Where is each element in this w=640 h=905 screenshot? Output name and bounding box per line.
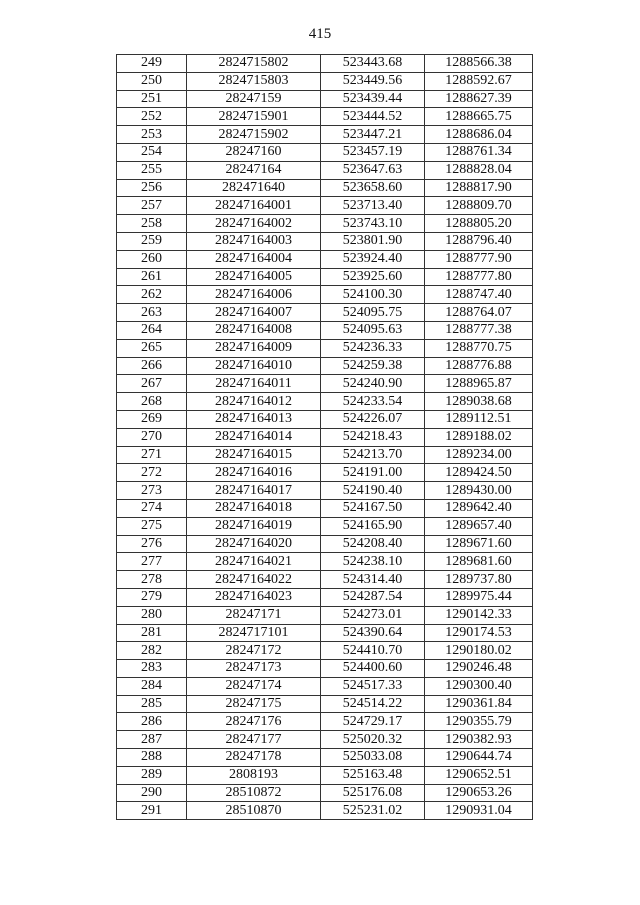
table-row <box>117 250 533 268</box>
x-coordinate-cell: 524208.40 <box>321 535 425 553</box>
x-coordinate-cell: 524410.70 <box>321 642 425 660</box>
table-row <box>117 72 533 90</box>
row-index-cell: 257 <box>117 197 187 215</box>
row-index-cell: 269 <box>117 410 187 428</box>
x-coordinate-cell: 523658.60 <box>321 179 425 197</box>
table-row <box>117 677 533 695</box>
row-index-cell: 260 <box>117 250 187 268</box>
point-id-cell: 28247164016 <box>187 464 321 482</box>
y-coordinate-cell: 1289681.60 <box>425 553 533 571</box>
point-id-cell: 28247172 <box>187 642 321 660</box>
row-index-cell: 261 <box>117 268 187 286</box>
row-index-cell: 266 <box>117 357 187 375</box>
point-id-cell: 28247164018 <box>187 499 321 517</box>
point-id-cell: 28247177 <box>187 731 321 749</box>
x-coordinate-cell: 523444.52 <box>321 108 425 126</box>
y-coordinate-cell: 1289188.02 <box>425 428 533 446</box>
x-coordinate-cell: 524213.70 <box>321 446 425 464</box>
point-id-cell: 28247174 <box>187 677 321 695</box>
y-coordinate-cell: 1288777.38 <box>425 321 533 339</box>
y-coordinate-cell: 1290355.79 <box>425 713 533 731</box>
table-row <box>117 588 533 606</box>
y-coordinate-cell: 1288817.90 <box>425 179 533 197</box>
x-coordinate-cell: 524191.00 <box>321 464 425 482</box>
row-index-cell: 271 <box>117 446 187 464</box>
y-coordinate-cell: 1289424.50 <box>425 464 533 482</box>
y-coordinate-cell: 1289642.40 <box>425 499 533 517</box>
table-row <box>117 143 533 161</box>
table-row <box>117 197 533 215</box>
y-coordinate-cell: 1288747.40 <box>425 286 533 304</box>
y-coordinate-cell: 1288805.20 <box>425 215 533 233</box>
y-coordinate-cell: 1289038.68 <box>425 393 533 411</box>
y-coordinate-cell: 1289671.60 <box>425 535 533 553</box>
point-id-cell: 28247164 <box>187 161 321 179</box>
x-coordinate-cell: 523449.56 <box>321 72 425 90</box>
y-coordinate-cell: 1288809.70 <box>425 197 533 215</box>
y-coordinate-cell: 1288686.04 <box>425 126 533 144</box>
x-coordinate-cell: 524165.90 <box>321 517 425 535</box>
table-row <box>117 766 533 784</box>
table-row <box>117 713 533 731</box>
point-id-cell: 28247175 <box>187 695 321 713</box>
table-row <box>117 55 533 73</box>
x-coordinate-cell: 524218.43 <box>321 428 425 446</box>
y-coordinate-cell: 1288627.39 <box>425 90 533 108</box>
point-id-cell: 28247164014 <box>187 428 321 446</box>
y-coordinate-cell: 1288665.75 <box>425 108 533 126</box>
x-coordinate-cell: 524240.90 <box>321 375 425 393</box>
x-coordinate-cell: 524400.60 <box>321 660 425 678</box>
row-index-cell: 249 <box>117 55 187 73</box>
row-index-cell: 285 <box>117 695 187 713</box>
y-coordinate-cell: 1290180.02 <box>425 642 533 660</box>
table-row <box>117 357 533 375</box>
table-row <box>117 321 533 339</box>
table-row <box>117 215 533 233</box>
x-coordinate-cell: 525163.48 <box>321 766 425 784</box>
y-coordinate-cell: 1288828.04 <box>425 161 533 179</box>
point-id-cell: 28247164006 <box>187 286 321 304</box>
table-row <box>117 749 533 767</box>
point-id-cell: 28247164010 <box>187 357 321 375</box>
point-id-cell: 2824715902 <box>187 126 321 144</box>
y-coordinate-cell: 1288965.87 <box>425 375 533 393</box>
x-coordinate-cell: 524287.54 <box>321 588 425 606</box>
row-index-cell: 268 <box>117 393 187 411</box>
table-row <box>117 428 533 446</box>
table-row <box>117 232 533 250</box>
point-id-cell: 28247176 <box>187 713 321 731</box>
point-id-cell: 282471640 <box>187 179 321 197</box>
table-row <box>117 410 533 428</box>
point-id-cell: 28247164004 <box>187 250 321 268</box>
y-coordinate-cell: 1288770.75 <box>425 339 533 357</box>
row-index-cell: 287 <box>117 731 187 749</box>
row-index-cell: 263 <box>117 304 187 322</box>
y-coordinate-cell: 1290174.53 <box>425 624 533 642</box>
table-row <box>117 446 533 464</box>
row-index-cell: 289 <box>117 766 187 784</box>
row-index-cell: 267 <box>117 375 187 393</box>
y-coordinate-cell: 1288761.34 <box>425 143 533 161</box>
row-index-cell: 286 <box>117 713 187 731</box>
point-id-cell: 2824715803 <box>187 72 321 90</box>
table-row <box>117 339 533 357</box>
point-id-cell: 2824717101 <box>187 624 321 642</box>
x-coordinate-cell: 524729.17 <box>321 713 425 731</box>
y-coordinate-cell: 1288592.67 <box>425 72 533 90</box>
table-row <box>117 286 533 304</box>
point-id-cell: 28247171 <box>187 606 321 624</box>
row-index-cell: 255 <box>117 161 187 179</box>
row-index-cell: 277 <box>117 553 187 571</box>
y-coordinate-cell: 1289234.00 <box>425 446 533 464</box>
row-index-cell: 274 <box>117 499 187 517</box>
row-index-cell: 258 <box>117 215 187 233</box>
row-index-cell: 288 <box>117 749 187 767</box>
x-coordinate-cell: 524095.63 <box>321 321 425 339</box>
row-index-cell: 252 <box>117 108 187 126</box>
point-id-cell: 28247164019 <box>187 517 321 535</box>
y-coordinate-cell: 1290644.74 <box>425 749 533 767</box>
point-id-cell: 28247164002 <box>187 215 321 233</box>
x-coordinate-cell: 523801.90 <box>321 232 425 250</box>
row-index-cell: 253 <box>117 126 187 144</box>
x-coordinate-cell: 523924.40 <box>321 250 425 268</box>
row-index-cell: 275 <box>117 517 187 535</box>
x-coordinate-cell: 523457.19 <box>321 143 425 161</box>
point-id-cell: 28247164003 <box>187 232 321 250</box>
x-coordinate-cell: 524095.75 <box>321 304 425 322</box>
y-coordinate-cell: 1289737.80 <box>425 571 533 589</box>
table-row <box>117 482 533 500</box>
x-coordinate-cell: 523743.10 <box>321 215 425 233</box>
x-coordinate-cell: 525020.32 <box>321 731 425 749</box>
x-coordinate-cell: 523925.60 <box>321 268 425 286</box>
point-id-cell: 28510870 <box>187 802 321 820</box>
row-index-cell: 273 <box>117 482 187 500</box>
y-coordinate-cell: 1290652.51 <box>425 766 533 784</box>
y-coordinate-cell: 1290653.26 <box>425 784 533 802</box>
y-coordinate-cell: 1289657.40 <box>425 517 533 535</box>
point-id-cell: 28247164007 <box>187 304 321 322</box>
point-id-cell: 2808193 <box>187 766 321 784</box>
y-coordinate-cell: 1290300.40 <box>425 677 533 695</box>
x-coordinate-cell: 523713.40 <box>321 197 425 215</box>
row-index-cell: 259 <box>117 232 187 250</box>
row-index-cell: 276 <box>117 535 187 553</box>
point-id-cell: 28247164013 <box>187 410 321 428</box>
row-index-cell: 290 <box>117 784 187 802</box>
table-row <box>117 268 533 286</box>
point-id-cell: 28247164009 <box>187 339 321 357</box>
table-row <box>117 695 533 713</box>
table-row <box>117 393 533 411</box>
x-coordinate-cell: 524167.50 <box>321 499 425 517</box>
point-id-cell: 28247164012 <box>187 393 321 411</box>
table-row <box>117 108 533 126</box>
row-index-cell: 262 <box>117 286 187 304</box>
row-index-cell: 264 <box>117 321 187 339</box>
table-row <box>117 642 533 660</box>
x-coordinate-cell: 524514.22 <box>321 695 425 713</box>
y-coordinate-cell: 1288566.38 <box>425 55 533 73</box>
table-row <box>117 126 533 144</box>
table-row <box>117 624 533 642</box>
table-row <box>117 553 533 571</box>
table-row <box>117 535 533 553</box>
point-id-cell: 28247160 <box>187 143 321 161</box>
x-coordinate-cell: 524390.64 <box>321 624 425 642</box>
row-index-cell: 281 <box>117 624 187 642</box>
row-index-cell: 256 <box>117 179 187 197</box>
table-row <box>117 606 533 624</box>
x-coordinate-cell: 525033.08 <box>321 749 425 767</box>
row-index-cell: 282 <box>117 642 187 660</box>
y-coordinate-cell: 1290246.48 <box>425 660 533 678</box>
row-index-cell: 291 <box>117 802 187 820</box>
point-id-cell: 28247159 <box>187 90 321 108</box>
table-row <box>117 517 533 535</box>
coordinates-table <box>116 54 533 820</box>
table-row <box>117 90 533 108</box>
y-coordinate-cell: 1290361.84 <box>425 695 533 713</box>
x-coordinate-cell: 523447.21 <box>321 126 425 144</box>
x-coordinate-cell: 525176.08 <box>321 784 425 802</box>
row-index-cell: 283 <box>117 660 187 678</box>
row-index-cell: 280 <box>117 606 187 624</box>
point-id-cell: 28247164021 <box>187 553 321 571</box>
row-index-cell: 265 <box>117 339 187 357</box>
row-index-cell: 250 <box>117 72 187 90</box>
table-row <box>117 731 533 749</box>
table-row <box>117 161 533 179</box>
table-row <box>117 304 533 322</box>
point-id-cell: 28247164005 <box>187 268 321 286</box>
x-coordinate-cell: 524314.40 <box>321 571 425 589</box>
y-coordinate-cell: 1288777.90 <box>425 250 533 268</box>
coordinates-table-body <box>117 55 533 820</box>
point-id-cell: 28247164008 <box>187 321 321 339</box>
y-coordinate-cell: 1288777.80 <box>425 268 533 286</box>
point-id-cell: 28247164020 <box>187 535 321 553</box>
point-id-cell: 28247164017 <box>187 482 321 500</box>
row-index-cell: 278 <box>117 571 187 589</box>
y-coordinate-cell: 1288796.40 <box>425 232 533 250</box>
x-coordinate-cell: 523439.44 <box>321 90 425 108</box>
row-index-cell: 284 <box>117 677 187 695</box>
x-coordinate-cell: 525231.02 <box>321 802 425 820</box>
point-id-cell: 2824715901 <box>187 108 321 126</box>
point-id-cell: 28247164022 <box>187 571 321 589</box>
point-id-cell: 28247164011 <box>187 375 321 393</box>
x-coordinate-cell: 524236.33 <box>321 339 425 357</box>
x-coordinate-cell: 524517.33 <box>321 677 425 695</box>
point-id-cell: 28247164023 <box>187 588 321 606</box>
x-coordinate-cell: 524226.07 <box>321 410 425 428</box>
y-coordinate-cell: 1290142.33 <box>425 606 533 624</box>
x-coordinate-cell: 523443.68 <box>321 55 425 73</box>
y-coordinate-cell: 1289430.00 <box>425 482 533 500</box>
x-coordinate-cell: 524259.38 <box>321 357 425 375</box>
x-coordinate-cell: 524233.54 <box>321 393 425 411</box>
x-coordinate-cell: 523647.63 <box>321 161 425 179</box>
table-row <box>117 660 533 678</box>
page-number: 415 <box>308 26 332 42</box>
table-row <box>117 802 533 820</box>
x-coordinate-cell: 524238.10 <box>321 553 425 571</box>
y-coordinate-cell: 1289975.44 <box>425 588 533 606</box>
y-coordinate-cell: 1290382.93 <box>425 731 533 749</box>
point-id-cell: 28510872 <box>187 784 321 802</box>
point-id-cell: 28247178 <box>187 749 321 767</box>
row-index-cell: 272 <box>117 464 187 482</box>
x-coordinate-cell: 524273.01 <box>321 606 425 624</box>
table-row <box>117 464 533 482</box>
row-index-cell: 251 <box>117 90 187 108</box>
point-id-cell: 28247164001 <box>187 197 321 215</box>
row-index-cell: 270 <box>117 428 187 446</box>
point-id-cell: 28247164015 <box>187 446 321 464</box>
table-row <box>117 179 533 197</box>
row-index-cell: 254 <box>117 143 187 161</box>
row-index-cell: 279 <box>117 588 187 606</box>
table-row <box>117 571 533 589</box>
x-coordinate-cell: 524190.40 <box>321 482 425 500</box>
y-coordinate-cell: 1290931.04 <box>425 802 533 820</box>
y-coordinate-cell: 1289112.51 <box>425 410 533 428</box>
table-row <box>117 499 533 517</box>
table-row <box>117 375 533 393</box>
table-row <box>117 784 533 802</box>
point-id-cell: 2824715802 <box>187 55 321 73</box>
point-id-cell: 28247173 <box>187 660 321 678</box>
y-coordinate-cell: 1288764.07 <box>425 304 533 322</box>
y-coordinate-cell: 1288776.88 <box>425 357 533 375</box>
x-coordinate-cell: 524100.30 <box>321 286 425 304</box>
